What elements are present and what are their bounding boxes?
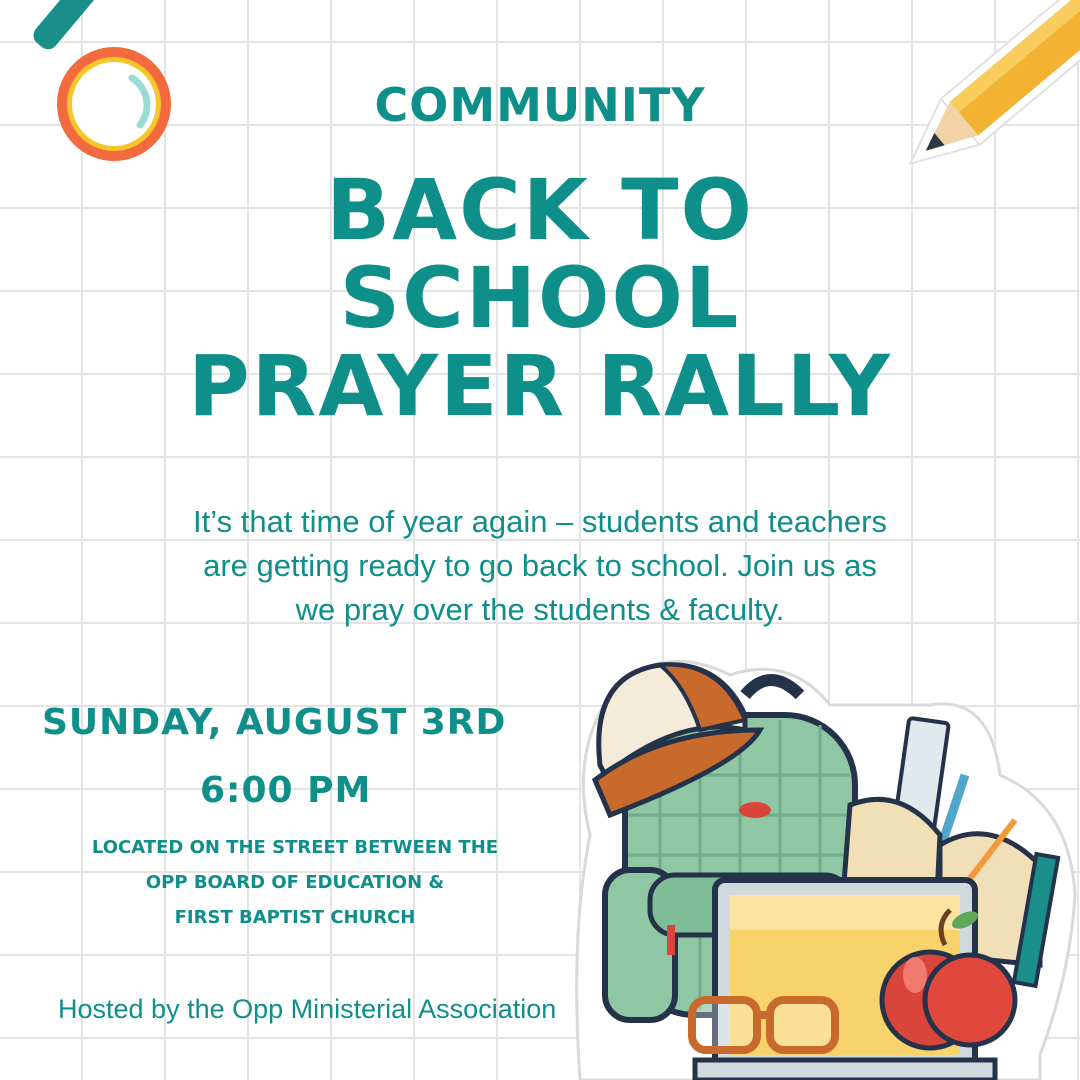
event-time: 6:00 PM — [200, 770, 372, 811]
host-credit: Hosted by the Opp Ministerial Association — [58, 994, 557, 1024]
event-description — [100, 500, 980, 632]
description-line: we pray over the students & faculty. — [295, 592, 785, 627]
location-line: OPP BOARD OF EDUCATION & — [145, 872, 445, 893]
title-line: SCHOOL — [339, 249, 741, 347]
kicker-heading: COMMUNITY — [374, 78, 706, 132]
school-supplies-illustration — [570, 635, 1080, 1080]
location-line: FIRST BAPTIST CHURCH — [174, 907, 416, 928]
event-title — [0, 161, 1080, 435]
title-line: BACK TO — [326, 161, 754, 259]
description-line: It’s that time of year again – students and teachers — [193, 504, 887, 539]
location-line: LOCATED ON THE STREET BETWEEN THE — [91, 837, 499, 858]
title-line: PRAYER RALLY — [188, 337, 892, 435]
description-line: are getting ready to go back to school. Join us as — [203, 548, 877, 583]
event-location — [40, 830, 550, 935]
event-date: SUNDAY, AUGUST 3RD — [42, 702, 507, 743]
